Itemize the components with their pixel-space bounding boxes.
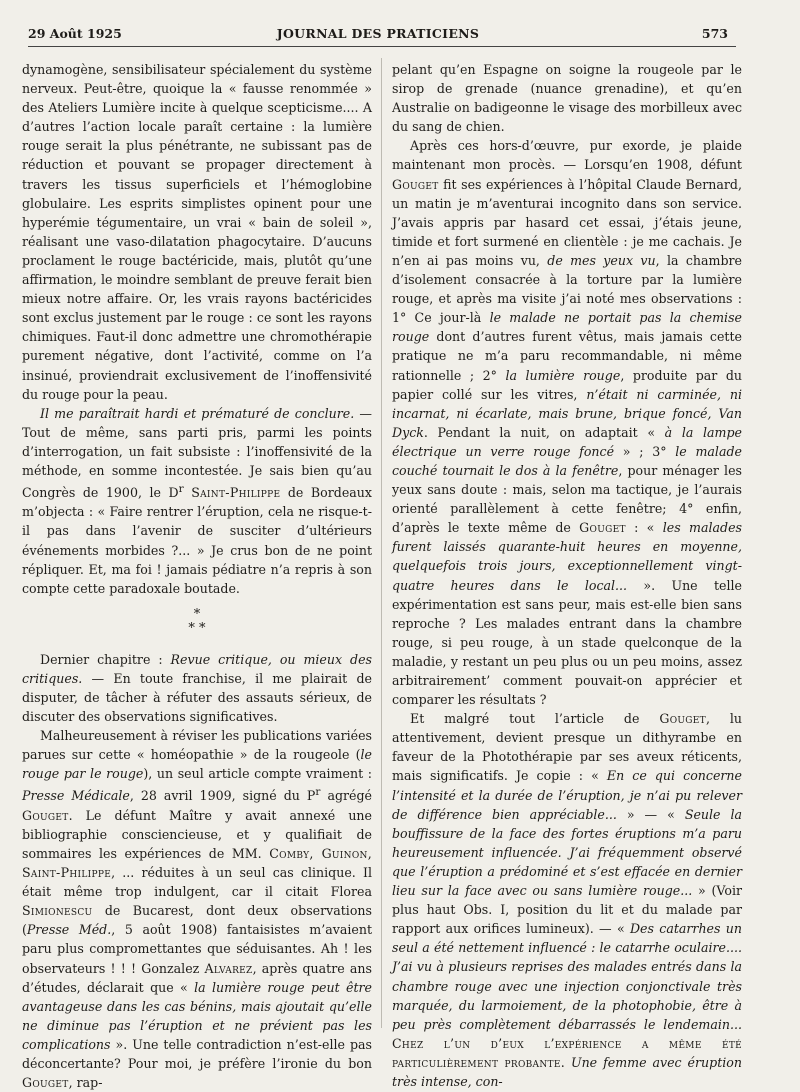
right-column <box>392 60 742 1091</box>
paragraph: Il me paraîtrait hardi et prématuré de conclure. — Tout de même, sans parti pris, parmi les points d’interrogation, un fait subsiste : l’inoffensivité de la méthode, en somme incontestée. Je sais bien qu’au Congrès de 1900, le $D^r$ Saint-Philippe de Bordeaux m’objecta : « Faire rentrer l’éruption, cela ne risque-t-il pas dans l’avenir de susciter d’ultérieurs événements morbides ?... » Je crus bon de ne point répliquer. Et, ma foi ! jamais pédiatre n’a repris à son compte cette paradoxale boutade. <box>22 405 372 596</box>
column-divider <box>381 58 382 1028</box>
paragraph: Et malgré tout l’article de Gouget, lu attentivement, devient presque un dithyrambe en faveur de la Photothérapie par ses aveux réticents, mais significatifs. Je copie : « En ce qui concerne l’intensité et la durée de l’éruption, je n’ai pu relever de différence bien appréciable... » — « Seule la bouffissure de la face des fortes éruptions m’a paru heureusement influencée. J’ai fréquemment observé que l’éruption a prédominé et s’est effacée en dernier lieu sur la face avec ou sans lumière rouge... » (Voir plus haut Obs. I, position du lit et du malade par rapport aux orifices lumineux). — « Des catarrhes un seul a été nettement influencé : le catarrhe oculaire.... J’ai vu à plusieurs reprises des malades entrés dans la chambre rouge avec une injection conjonctivale très marquée, du larmoiement, de la photophobie, être à peu près complètement débarrassés le lendemain... Chez l’un d’eux l’expérience a même été particulièrement probante. Une femme avec éruption très intense, con- <box>392 711 742 1089</box>
paragraph: Malheureusement à réviser les publications variées parues sur cette « homéopathie » de la rougeole (le rouge par le rouge), un seul article compte vraiment : Presse Médicale, 28 avril 1909, signé du $P^r$ agrégé Gouget. Le défunt Maître y avait annexé une bibliographie consciencieuse, et y qualifiait de sommaires les expériences de MM. Comby, Guinon, Saint-Philippe, ... réduites à un seul cas clinique. Il était même trop indulgent, car il citait Florea Simionescu de Bucarest, dont deux observations (Presse Méd., 5 août 1908) fantaisistes m’avaient paru plus compromettantes que séduisantes. Ah ! les observateurs ! ! ! Gonzalez Alvarez, après quatre ans d’études, déclarait que « la lumière rouge peut être avantageuse dans les cas bénins, mais ajoutait qu’elle ne diminue pas l’éruption et ne prévient pas les complications ». Une telle contradiction n’est-elle pas déconcertante? Pour moi, je préfère l’ironie du bon Gouget, rap- <box>22 728 373 1091</box>
paragraph: Dernier chapitre : Revue critique, ou mieux des critiques. — En toute franchise, il me plairait de disputer, de tâcher à réfuter des assauts sérieux, de discuter des observations significatives. <box>22 651 372 725</box>
paragraph: pelant qu’en Espagne on soigne la rougeole par le sirop de grenade (nuance grenadine), et qu’en Australie on badigeonne le visage des morbilleux avec du sang de chien. <box>392 62 742 135</box>
header-date: 29 Août 1925 <box>28 26 122 41</box>
page-number: 573 <box>701 26 728 41</box>
left-column <box>22 60 372 1092</box>
header-rule <box>28 46 736 47</box>
paragraph: Après ces hors-d’œuvre, pur exorde, je plaide maintenant mon procès. — Lorsqu’en 1908, défunt Gouget fit ses expériences à l’hôpital Claude Bernard, un matin je m’aventurai incognito dans son service. J’avais appris par hasard cet essai, j’étais jeune, timide et fort surmené en clientèle : je me cachais. Je n’en ai pas moins vu, de mes yeux vu, la chambre d’isolement consacrée à la torture par la lumière rouge, et après ma visite j’ai noté mes observations : 1° Ce jour-là le malade ne portait pas la chemise rouge dont d’autres furent vêtus, mais jamais cette pratique ne m’a paru recommandable, ni même rationnelle ; 2° la lumière rouge, produite par du papier collé sur les vitres, n’était ni carminée, ni incarnat, ni écarlate, mais brune, brique foncé, Van Dyck. Pendant la nuit, on adaptait « à la lampe électrique un verre rouge foncé » ; 3° le malade couché tournait le dos à la fenêtre, pour ménager les yeux sans doute : mais, selon ma tactique, je l’aurais orienté parallèlement à cette fenêtre; 4° enfin, d’après le texte même de Gouget : « les malades furent laissés quarante-huit heures en moyenne, quelquefois trois jours, exceptionnellement vingt-quatre heures dans le local... ». Une telle expérimentation est sans peur, mais est-elle bien sans reproche ? Les malades entrant dans la chambre rouge, si peu rouge, à un stade quelconque de la maladie, y restant un peu plus ou un peu moins, assez arbitrairement’ comment pouvait-on apprécier et comparer les résultats ? <box>392 138 742 708</box>
journal-title: JOURNAL DES PRATICIENS <box>276 26 480 41</box>
section-separator: * * * <box>188 606 206 636</box>
running-header <box>28 26 728 44</box>
paragraph: dynamogène, sensibilisateur spécialement du système nerveux. Peut-être, quoique la « fausse renommée » des Ateliers Lumière incite à quelque scepticisme.... A d’autres l’action locale paraît certaine : la lumière rouge serait la plus pénétrante, ne subissant pas de réduction et pouvant se propager directement à travers les tissus superficiels et l’hémoglobine globulaire. Les esprits simplistes opinent pour une hyperémie tégumentaire, un vrai « bain de soleil », réalisant une vaso-dilatation phagocytaire. D’aucuns proclament le rouge bactéricide, mais, plutôt qu’une affirmation, le moindre semblant de preuve ferait bien mieux notre affaire. Or, les vrais rayons bactéricides sont exclus justement par le rouge : ce sont les rayons chimiques. Faut-il donc admettre une chromothérapie purement négative, dont l’activité, comme on l’a insinué, proviendrait exclusivement de l’inoffensivité du rouge pour la peau. <box>22 62 372 402</box>
